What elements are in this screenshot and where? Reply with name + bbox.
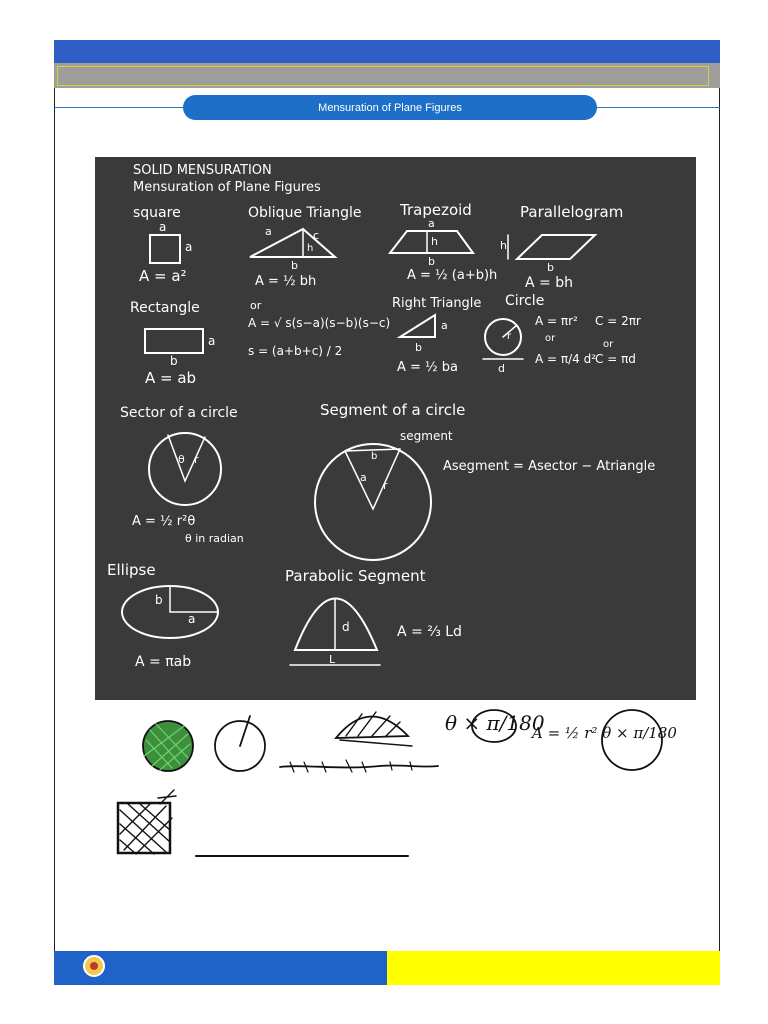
right-triangle-label: Right Triangle [392, 296, 482, 311]
chalk-label: b [170, 354, 178, 368]
chalk-label: b [155, 593, 163, 607]
circle-area-diameter: A = π/4 d² [535, 352, 597, 366]
square-formula: A = a² [139, 267, 187, 285]
chalk-label: a [428, 217, 435, 230]
handwritten-area-note [530, 710, 677, 770]
parabolic-segment-label: Parabolic Segment [285, 567, 426, 585]
circle-area: A = πr² [535, 314, 578, 328]
sector-note: θ in radian [185, 532, 244, 545]
chalk-label: b [371, 451, 378, 462]
oblique-triangle-shape [250, 229, 335, 257]
chalk-label: r [507, 331, 512, 342]
sector-shape [149, 433, 221, 505]
circle-circumference: C = 2πr [595, 314, 641, 328]
rectangle-formula: A = ab [145, 369, 197, 387]
chalk-label: h [307, 243, 314, 254]
oblique-triangle-formula: A = ½ bh [255, 274, 317, 289]
oblique-triangle-label: Oblique Triangle [248, 205, 362, 221]
sector-label: Sector of a circle [120, 405, 238, 421]
chalk-label: b [547, 261, 554, 274]
gray-header-outline [57, 66, 709, 86]
segment-formula: Asegment = Asector − Atriangle [443, 459, 656, 474]
chalk-label: b [291, 259, 298, 272]
footer-yellow-bar [387, 951, 720, 985]
rectangle-shape [145, 329, 203, 353]
chalk-label: r [383, 479, 388, 492]
segment-callout: segment [400, 429, 453, 443]
handwritten-theta-note [445, 710, 545, 742]
heron-formula: A = √ s(s−a)(s−b)(s−c) [248, 316, 391, 330]
parallelogram-label: Parallelogram [520, 203, 624, 221]
circle-circumference-diameter: C = πd [595, 352, 636, 366]
chalk-label: b [428, 255, 435, 268]
right-triangle-shape [400, 315, 435, 337]
parabolic-segment-shape [295, 599, 377, 651]
parabolic-segment-formula: A = ⅔ Ld [397, 624, 462, 640]
section-banner: Mensuration of Plane Figures [183, 95, 597, 120]
ellipse-label: Ellipse [107, 561, 156, 579]
segment-label: Segment of a circle [320, 401, 466, 419]
chalk-label: c [313, 229, 320, 242]
school-logo-icon [83, 955, 105, 977]
chalk-label: or [250, 299, 262, 312]
chalk-label: a [265, 225, 272, 238]
parallelogram-shape [517, 235, 595, 259]
sector-formula: A = ½ r²θ [132, 514, 196, 529]
trapezoid-formula: A = ½ (a+b)h [407, 268, 498, 283]
circle-label: Circle [505, 293, 545, 309]
chalk-label: a [441, 319, 448, 332]
chalk-label: h [431, 235, 438, 248]
rectangle-label: Rectangle [130, 300, 200, 316]
chalkboard-image [95, 157, 696, 700]
board-subtitle: Mensuration of Plane Figures [133, 180, 321, 195]
chalk-label: h [500, 239, 507, 252]
chalk-label: d [498, 362, 505, 375]
handwritten-annotations [100, 700, 680, 870]
top-blue-bar [54, 40, 720, 63]
board-title: SOLID MENSURATION [133, 163, 272, 178]
chalk-label: or [545, 333, 556, 344]
chalk-label: r [194, 453, 199, 466]
chalk-label: θ × π/180 [445, 711, 545, 735]
chalk-label: a [188, 612, 196, 626]
chalk-label: a [360, 471, 367, 484]
square-shape [150, 235, 180, 263]
square-label: square [133, 205, 181, 221]
square-side-top: a [159, 220, 167, 234]
chalk-label: A = ½ r² θ × π/180 [532, 724, 677, 742]
right-triangle-formula: A = ½ ba [397, 360, 459, 375]
chalk-label: θ [178, 453, 185, 466]
chalk-label: or [603, 339, 614, 350]
scribble-line [280, 765, 438, 767]
chalk-label: L [329, 653, 336, 666]
ellipse-formula: A = πab [135, 654, 192, 670]
chalk-label: d [342, 620, 350, 634]
chalk-label: b [415, 341, 422, 354]
square-side-right: a [185, 240, 193, 254]
parallelogram-formula: A = bh [525, 275, 573, 291]
trapezoid-label: Trapezoid [400, 201, 472, 219]
s-formula: s = (a+b+c) / 2 [248, 344, 343, 358]
chalk-label: a [208, 334, 216, 348]
